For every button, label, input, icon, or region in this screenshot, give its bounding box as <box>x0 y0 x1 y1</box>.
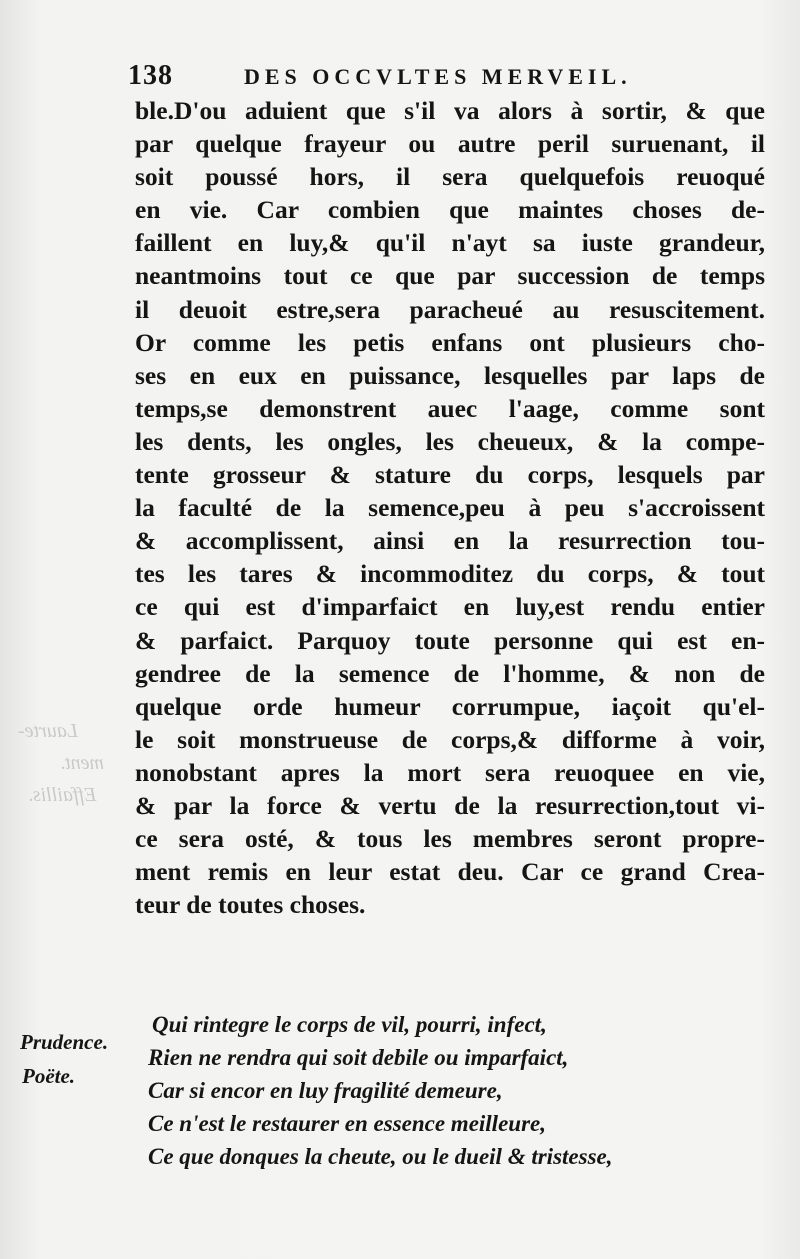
text-line: tes les tares & incommoditez du corps, & tout <box>135 559 765 589</box>
margin-note-poete: Poëte. <box>22 1064 76 1088</box>
text-line: temps,se demonstrent auec l'aage, comme sont <box>135 393 765 423</box>
verse-line: Rien ne rendra qui soit debile ou imparfaict, <box>148 1045 569 1070</box>
text-line: teur de toutes choses. <box>135 890 366 920</box>
text-line: la faculté de la semence,peu à peu s'accroissent <box>135 493 765 523</box>
body-text <box>135 94 765 921</box>
text-line: & parfaict. Parquoy toute personne qui est en- <box>135 625 765 655</box>
text-line: par quelque frayeur ou autre peril suruenant, il <box>135 129 765 159</box>
text-line: soit poussé hors, il sera quelquefois reuoqué <box>135 162 765 192</box>
text-line: ble.D'ou aduient que s'il va alors à sortir, & que <box>135 96 765 125</box>
show-through-note-3: Effaillis. <box>28 784 97 806</box>
running-title: DES OCCVLTES MERVEIL. <box>244 64 632 89</box>
show-through-note-2: ment. <box>60 752 104 774</box>
text-line: quelque orde humeur corrumpue, iaçoit qu'el- <box>135 691 765 721</box>
text-line: nonobstant apres la mort sera reuoquee en vie, <box>135 757 765 787</box>
text-line: faillent en luy,& qu'il n'ayt sa iuste grandeur, <box>135 228 765 258</box>
text-line: neantmoins tout ce que par succession de temps <box>135 261 765 291</box>
show-through-note-1: Laurte- <box>18 720 78 742</box>
verse-line: Car si encor en luy fragilité demeure, <box>148 1078 503 1103</box>
margin-note-prudence: Prudence. <box>20 1030 109 1054</box>
verse-line: Ce n'est le restaurer en essence meilleure, <box>148 1111 546 1136</box>
text-line: ce qui est d'imparfaict en luy,est rendu entier <box>135 592 765 622</box>
text-line: les dents, les ongles, les cheueux, & la compe- <box>135 426 765 456</box>
text-line: tente grosseur & stature du corps, lesquels par <box>135 460 765 490</box>
text-line: il deuoit estre,sera paracheué au resuscitement. <box>135 294 765 324</box>
text-line: ce sera osté, & tous les membres seront propre- <box>135 824 765 854</box>
page-number: 138 <box>128 60 173 91</box>
verse-block <box>148 1008 778 1173</box>
page-header <box>128 60 768 94</box>
text-line: Or comme les petis enfans ont plusieurs cho- <box>135 327 765 357</box>
verse-line: Ce que donques la cheute, ou le dueil & tristesse, <box>148 1144 613 1169</box>
text-line: ses en eux en puissance, lesquelles par laps de <box>135 360 765 390</box>
text-line: ment remis en leur estat deu. Car ce grand Crea- <box>135 857 765 887</box>
text-line: le soit monstrueuse de corps,& difforme à voir, <box>135 724 765 754</box>
text-line: en vie. Car combien que maintes choses de- <box>135 195 765 225</box>
text-line: & accomplissent, ainsi en la resurrection tou- <box>135 526 765 556</box>
verse-line: Qui rintegre le corps de vil, pourri, infect, <box>152 1012 547 1037</box>
text-line: & par la force & vertu de la resurrection,tout vi- <box>135 790 765 820</box>
text-line: gendree de la semence de l'homme, & non de <box>135 658 765 688</box>
